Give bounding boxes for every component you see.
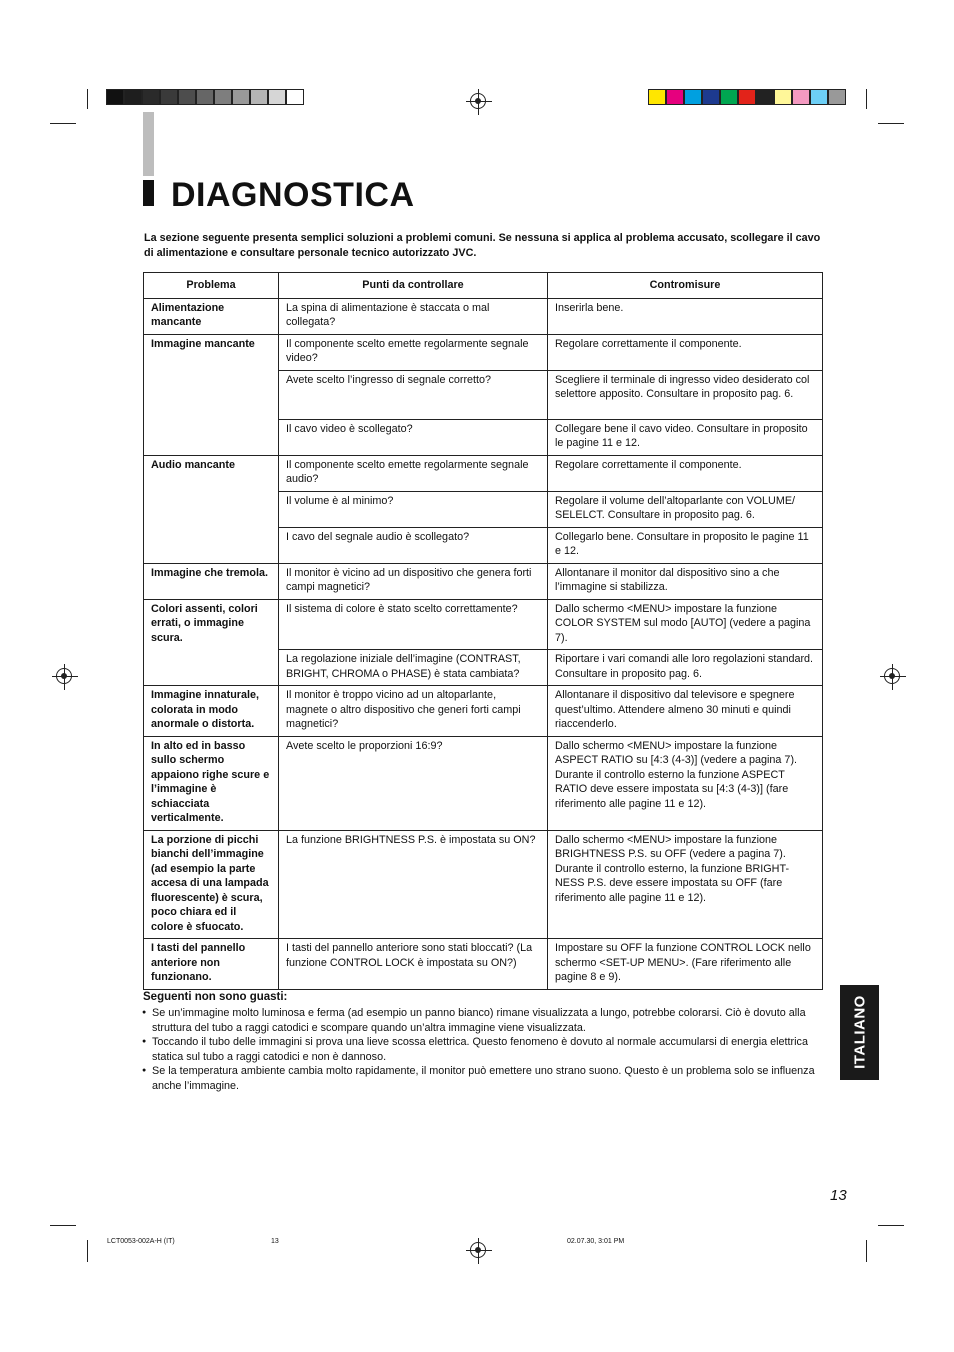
table-row <box>144 599 823 650</box>
fix-cell: Collegarlo bene. Consultare in proposito le pagine 11 e 12. <box>548 527 823 563</box>
crop-mark <box>878 1225 904 1226</box>
problem-cell: Audio mancante <box>144 455 279 563</box>
table-row <box>144 939 823 990</box>
table-row <box>144 830 823 939</box>
color-swatch <box>648 89 666 105</box>
check-cell: La funzione BRIGHTNESS P.S. è impostata su ON? <box>279 830 548 939</box>
table-row <box>144 736 823 830</box>
table-row <box>144 334 823 370</box>
fix-cell: Inserirla bene. <box>548 298 823 334</box>
column-header-problem: Problema <box>144 273 279 299</box>
table-row <box>144 455 823 491</box>
problem-cell: I tasti del pannello anteriore non funzionano. <box>144 939 279 990</box>
problem-cell: Immagine innaturale, colorata in modo anormale o distorta. <box>144 686 279 737</box>
color-swatch <box>756 89 774 105</box>
crop-mark <box>866 89 867 109</box>
check-cell: La regolazione iniziale dell’imagine (CONTRAST, BRIGHT, CHROMA o PHASE) è stata cambiata? <box>279 650 548 686</box>
crop-mark <box>50 123 76 124</box>
color-swatch <box>792 89 810 105</box>
color-swatch <box>124 89 142 105</box>
column-header-fix: Contromisure <box>548 273 823 299</box>
intro-text: La sezione seguente presenta semplici soluzioni a problemi comuni. Se nessuna si applica al problema accusato, scollegare il cavo di alimentazione e consultare personale tecnico autorizzato JVC. <box>144 232 821 259</box>
check-cell: La spina di alimentazione è staccata o mal collegata? <box>279 298 548 334</box>
fix-cell: Allontanare il dispositivo dal televisore e spegnere quest’ultimo. Attendere almeno 30 minuti e quindi riaccenderlo. <box>548 686 823 737</box>
footer-date: 02.07.30, 3:01 PM <box>567 1238 625 1245</box>
color-swatch <box>196 89 214 105</box>
check-cell: Il monitor è vicino ad un dispositivo che genera forti campi magnetici? <box>279 563 548 599</box>
fix-cell: Regolare il volume dell’altoparlante con VOLUME/ SELELCT. Consultare in proposito pag. 6. <box>548 491 823 527</box>
crop-mark <box>87 1240 88 1262</box>
fix-cell: Dallo schermo <MENU> impostare la funzione ASPECT RATIO su [4:3 (4-3)] (vedere a pagina 7). Durante il controllo esterno la funzione ASPECT RATIO deve essere impostata su [4:3 (4-3)] (fare riferimento alle pagine 11 e 12). <box>548 736 823 830</box>
footer-code: LCT0053-002A-H (IT) <box>107 1238 175 1245</box>
fix-cell: Allontanare il monitor dal dispositivo sino a che l’immagine si stabilizza. <box>548 563 823 599</box>
fix-cell: Dallo schermo <MENU> impostare la funzione COLOR SYSTEM sul modo [AUTO] (vedere a pagina 7). <box>548 599 823 650</box>
color-swatch <box>268 89 286 105</box>
color-swatch <box>774 89 792 105</box>
color-swatch <box>142 89 160 105</box>
fix-cell: Dallo schermo <MENU> impostare la funzione BRIGHTNESS P.S. su OFF (vedere a pagina 7). Durante il controllo esterno, la funzione BRIGHT- NESS P.S. deve essere impostata su OFF (fare riferimento alle pagine 11 e 12). <box>548 830 823 939</box>
title-black-bar <box>143 180 154 206</box>
color-swatch <box>702 89 720 105</box>
color-swatch <box>810 89 828 105</box>
crop-mark <box>878 123 904 124</box>
check-cell: Il componente scelto emette regolarmente segnale audio? <box>279 455 548 491</box>
language-label: ITALIANO <box>851 995 869 1069</box>
notes-heading: Seguenti non sono guasti: <box>143 991 288 1003</box>
crop-mark <box>866 1240 867 1262</box>
table-header-row <box>144 273 823 299</box>
color-swatch <box>720 89 738 105</box>
list-item: ● Toccando il tubo delle immagini si prova una lieve scossa elettrica. Questo fenomeno è dovuto al normale accumularsi di energia elettrica statica sul tubo a raggi catodici e non è dannoso. <box>143 1035 823 1064</box>
color-swatch <box>214 89 232 105</box>
fix-cell: Riportare i vari comandi alle loro regolazioni standard. Consultare in proposito pag. 6. <box>548 650 823 686</box>
color-swatch <box>232 89 250 105</box>
registration-mark-icon <box>470 1242 486 1258</box>
list-item: ● Se la temperatura ambiente cambia molto rapidamente, il monitor può emettere uno strano suono. Questo è un problema solo se influenza anche l’immagine. <box>143 1064 823 1093</box>
color-swatch <box>160 89 178 105</box>
check-cell: Il sistema di colore è stato scelto correttamente? <box>279 599 548 650</box>
fix-cell: Regolare correttamente il componente. <box>548 334 823 370</box>
table-row <box>144 298 823 334</box>
problem-cell: Immagine che tremola. <box>144 563 279 599</box>
table-row <box>144 563 823 599</box>
title-gray-bar <box>143 112 154 176</box>
page-title: DIAGNOSTICA <box>171 176 415 214</box>
problem-cell: In alto ed in basso sullo schermo appaiono righe scure e l’immagine è schiacciata verticalmente. <box>144 736 279 830</box>
list-item: ● Se un’immagine molto luminosa e ferma (ad esempio un panno bianco) rimane visualizzata a lungo, potrebbe colorarsi. Ciò è dovuto alla struttura del tubo a raggi catodici e scompare quando un’altra immagine viene visualizzata. <box>143 1006 823 1035</box>
problem-cell: Immagine mancante <box>144 334 279 455</box>
check-cell: Avete scelto le proporzioni 16:9? <box>279 736 548 830</box>
check-cell: I cavo del segnale audio è scollegato? <box>279 527 548 563</box>
color-swatch <box>106 89 124 105</box>
color-swatch <box>738 89 756 105</box>
crop-mark <box>50 1225 76 1226</box>
table-row <box>144 686 823 737</box>
color-swatch <box>684 89 702 105</box>
footer-page: 13 <box>271 1238 279 1245</box>
check-cell: Il cavo video è scollegato? <box>279 419 548 455</box>
color-swatch <box>178 89 196 105</box>
problem-cell: Alimentazione mancante <box>144 298 279 334</box>
crop-mark <box>87 89 88 109</box>
troubleshooting-table <box>143 272 823 990</box>
check-cell: Il componente scelto emette regolarmente segnale video? <box>279 334 548 370</box>
color-swatch <box>250 89 268 105</box>
check-cell: Il monitor è troppo vicino ad un altoparlante, magnete o altro dispositivo che generi forti campi magnetici? <box>279 686 548 737</box>
registration-mark-icon <box>56 668 72 684</box>
fix-cell: Scegliere il terminale di ingresso video desiderato col selettore apposito. Consultare in proposito pag. 6. <box>548 370 823 419</box>
fix-cell: Impostare su OFF la funzione CONTROL LOCK nello schermo <SET-UP MENU>. (Fare riferimento alle pagine 8 e 9). <box>548 939 823 990</box>
problem-cell: La porzione di picchi bianchi dell’immagine (ad esempio la parte accesa di una lampada fluorescente) è scura, poco chiara ed il colore è sfuocato. <box>144 830 279 939</box>
color-swatch <box>286 89 304 105</box>
check-cell: Avete scelto l’ingresso di segnale corretto? <box>279 370 548 419</box>
fix-cell: Regolare correttamente il componente. <box>548 455 823 491</box>
check-cell: I tasti del pannello anteriore sono stati bloccati? (La funzione CONTROL LOCK è impostata su ON?) <box>279 939 548 990</box>
check-cell: Il volume è al minimo? <box>279 491 548 527</box>
language-side-tab <box>840 985 879 1080</box>
registration-mark-icon <box>470 93 486 109</box>
color-swatch <box>666 89 684 105</box>
color-swatch <box>828 89 846 105</box>
notes-list <box>143 1006 823 1093</box>
page-number: 13 <box>830 1187 847 1204</box>
column-header-check: Punti da controllare <box>279 273 548 299</box>
fix-cell: Collegare bene il cavo video. Consultare in proposito le pagine 11 e 12. <box>548 419 823 455</box>
problem-cell: Colori assenti, colori errati, o immagine scura. <box>144 599 279 686</box>
registration-mark-icon <box>884 668 900 684</box>
